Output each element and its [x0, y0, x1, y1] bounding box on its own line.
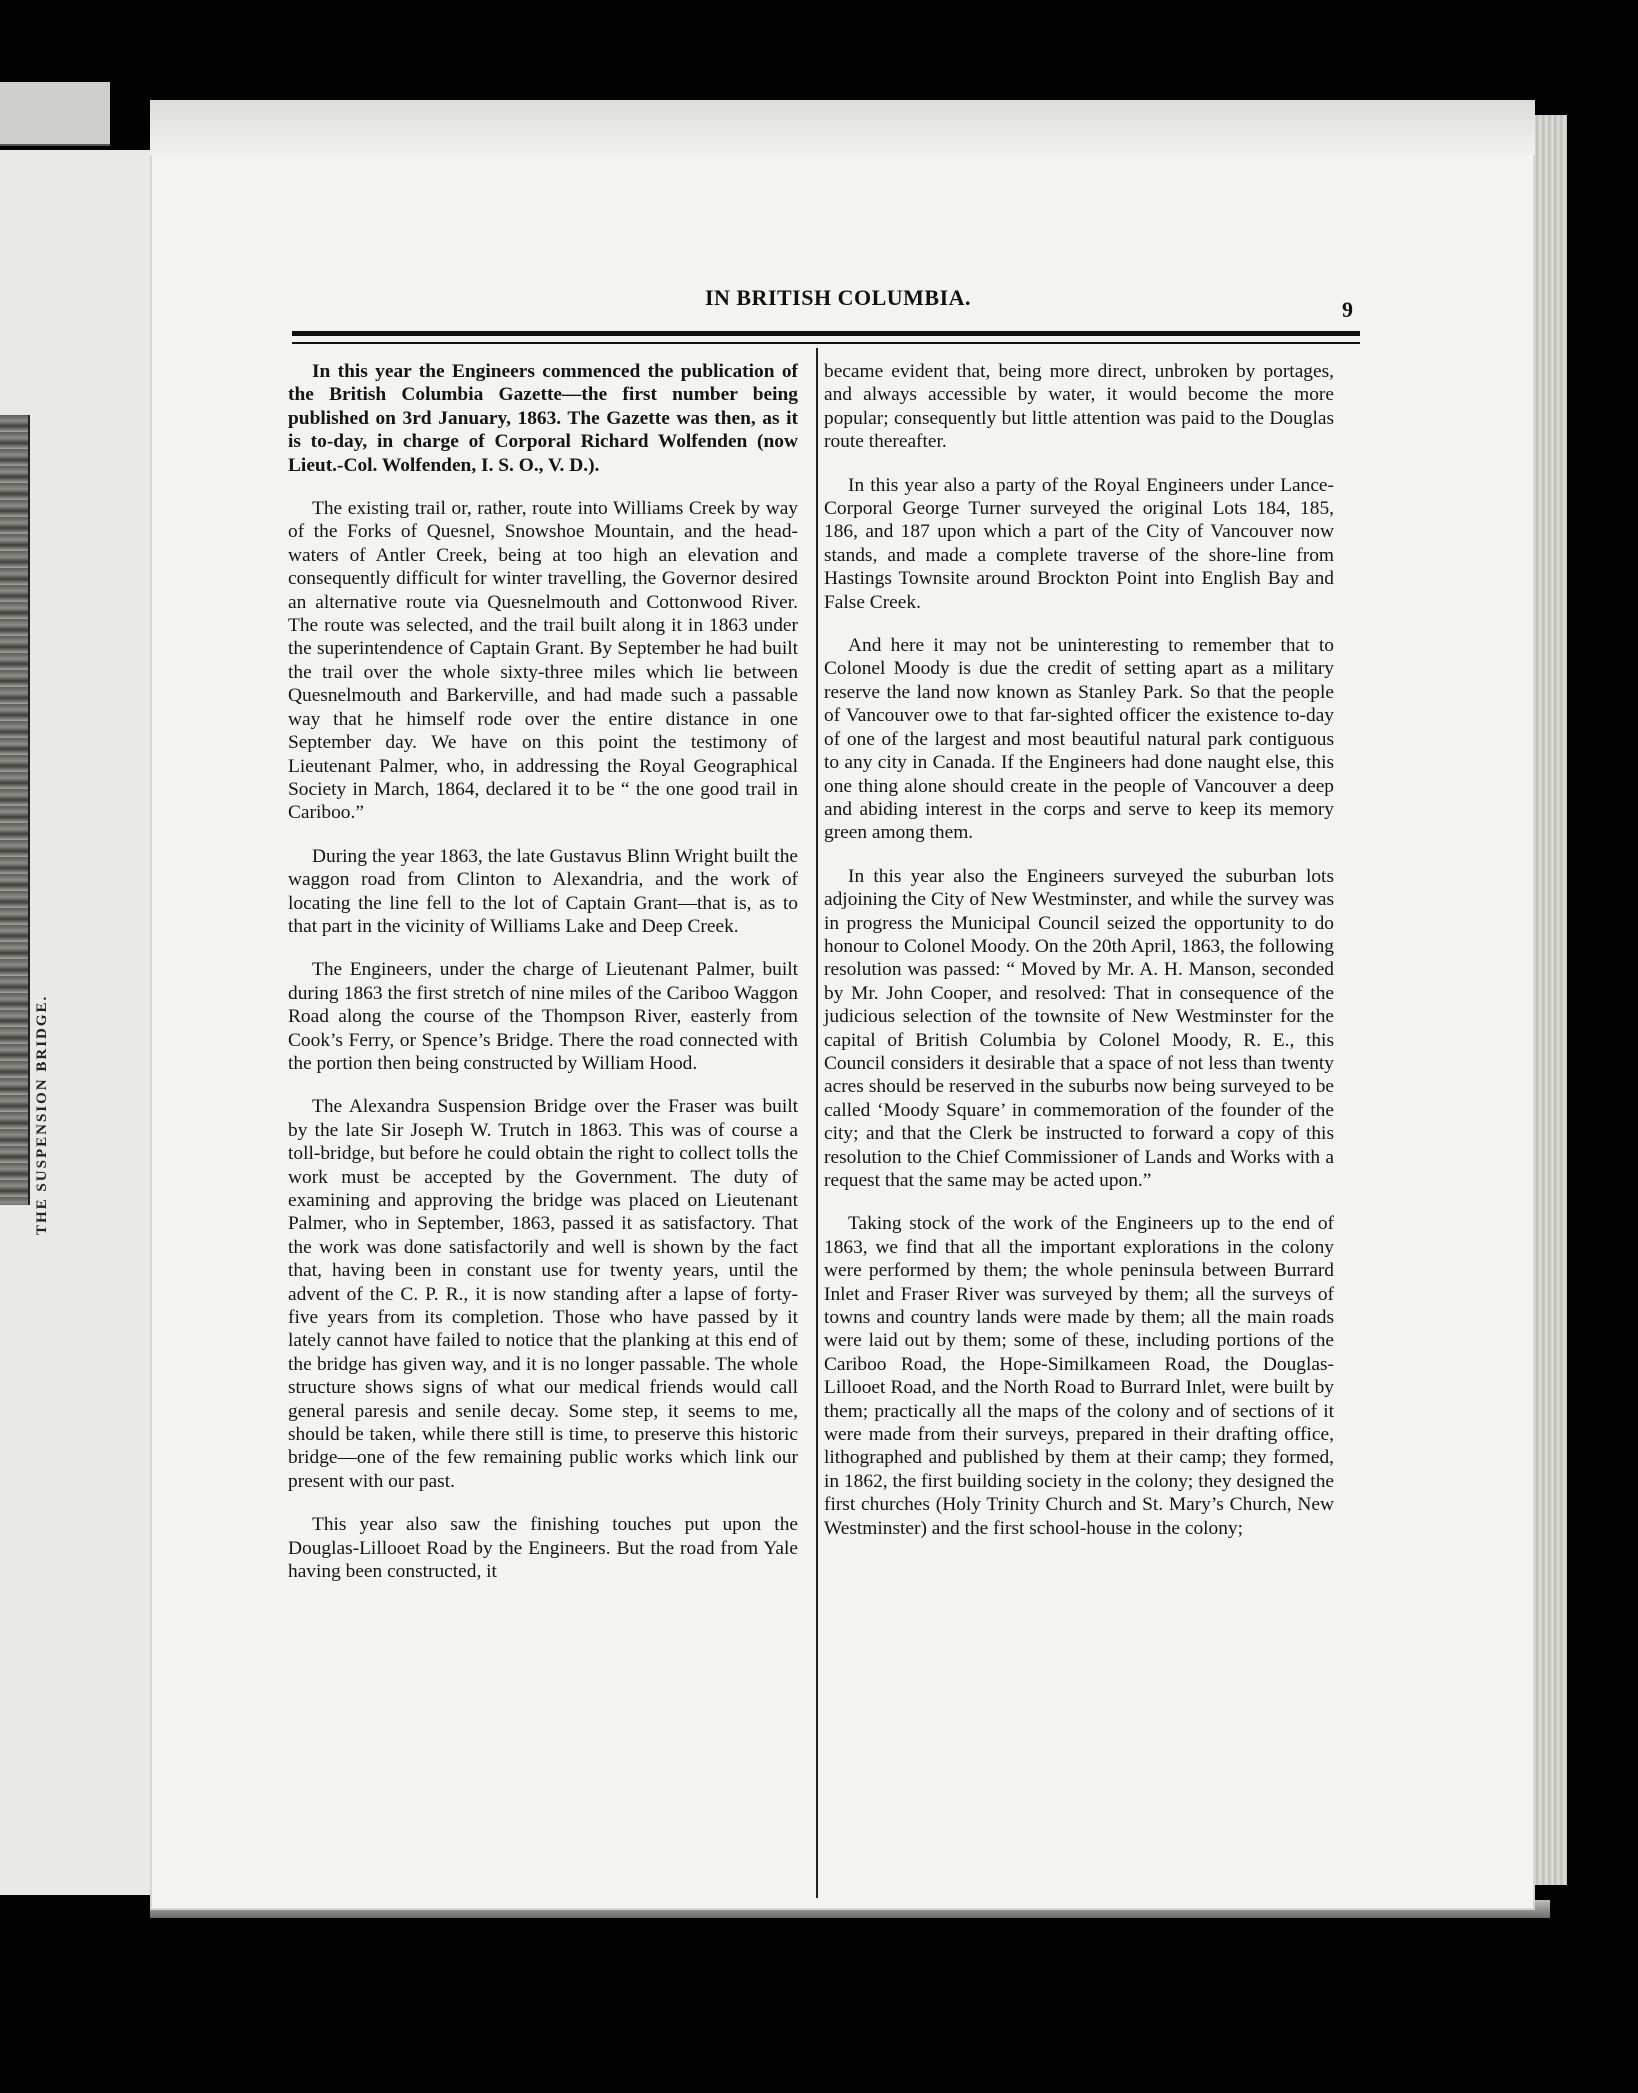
- header-rule-thin: [292, 342, 1360, 344]
- paragraph: In this year the Engineers commenced the publication of the British Columbia Gazette—the first number being published on 3rd January, 1863. The Gazette was then, as it is to-day, in charge of Corporal Richard Wolfenden (now Lieut.-Col. Wolfenden, I. S. O., V. D.).: [288, 361, 798, 476]
- left-text-column: [288, 360, 798, 1604]
- paragraph: And here it may not be uninteresting to remember that to Colonel Moody is due the credit of setting apart as a military reserve the land now known as Stanley Park. So that the people of Vancouver owe to that far-sighted officer the existence to-day of one of the largest and most beautiful natural park contiguous to any city in Canada. If the Engineers had done naught else, this one thing alone should create in the people of Vancouver a deep and abiding interest in the corps and serve to keep its memory green among them.: [824, 635, 1334, 844]
- paragraph: In this year also the Engineers surveyed the suburban lots adjoining the City of New Westminster, and while the survey was in progress the Municipal Council seized the opportunity to do honour to Colonel Moody. On the 20th April, 1863, the following resolution was passed: “ Moved by Mr. A. H. Manson, seconded by Mr. John Cooper, and resolved: That in consequence of the judicious selection of the townsite of New Westminster for the capital of British Columbia by Colonel Moody, R. E., this Council considers it desirable that a space of not less than twenty acres should be reserved in the suburbs now being surveyed to be called ‘Moody Square’ in commemoration of the founder of the city; and that the Clerk be instructed to forward a copy of this resolution to the Chief Commissioner of Lands and Works with a request that the same may be acted upon.”: [824, 865, 1334, 1191]
- plate-side-caption: THE SUSPENSION BRIDGE.: [34, 994, 50, 1235]
- page-top-shadow: [150, 100, 1535, 155]
- photographic-plate-edge: [0, 415, 30, 1205]
- paragraph: During the year 1863, the late Gustavus Blinn Wright built the waggon road from Clinton to Alexandria, and the work of locating the line fell to the lot of Captain Grant—that is, as to that part in the vicinity of Williams Lake and Deep Creek.: [288, 845, 798, 937]
- paragraph: The existing trail or, rather, route into Williams Creek by way of the Forks of Quesnel, Snowshoe Mountain, and the head-waters of Antler Creek, being at too high an elevation and consequently difficult for winter travelling, the Governor desired an alternative route via Quesnelmouth and Cottonwood River. The route was selected, and the trail built along it in 1863 under the superintendence of Captain Grant. By September he had built the trail over the whole sixty-three miles which lie between Quesnelmouth and Barkerville, and had made such a passable way that he himself rode over the entire distance in one September day. We have on this point the testimony of Lieutenant Palmer, who, in addressing the Royal Geographical Society in March, 1864, declared it to be “ the one good trail in Cariboo.”: [288, 498, 798, 824]
- paragraph: The Alexandra Suspension Bridge over the Fraser was built by the late Sir Joseph W. Trutch in 1863. This was of course a toll-bridge, but before he could obtain the right to collect tolls the work must be accepted by the Government. The duty of examining and approving the bridge was placed on Lieutenant Palmer, who in September, 1863, passed it as satisfactory. That the work was done satisfactorily and well is shown by the fact that, having been in constant use for twenty years, until the advent of the C. P. R., it is now standing after a lapse of forty-five years from its completion. Those who have passed by it lately cannot have failed to notice that the planking at this end of the bridge has given way, and it is no longer passable. The whole structure shows signs of what our medical friends would call general paresis and senile decay. Some step, it seems to me, should be taken, while there still is time, to preserve this historic bridge—one of the few remaining public works which link our present with our past.: [288, 1096, 798, 1492]
- right-text-column: [824, 360, 1334, 1560]
- paragraph: Taking stock of the work of the Engineers up to the end of 1863, we find that all the important explorations in the colony were performed by them; the whole peninsula between Burrard Inlet and Fraser River was surveyed by them; all the surveys of towns and country lands were made by them; all the main roads were laid out by them; some of these, including portions of the Cariboo Road, the Hope-Similkameen Road, the Douglas-Lillooet Road, and the North Road to Burrard Inlet, were built by them; practically all the maps of the colony and of sections of it were made from their surveys, prepared in their drafting office, lithographed and published by them at their camp; they formed, in 1862, the first building society in the colony; they designed the first churches (Holy Trinity Church and St. Mary’s Church, New Westminster) and the first school-house in the colony;: [824, 1213, 1334, 1539]
- running-header: [298, 285, 1378, 321]
- paragraph-continuation: became evident that, being more direct, unbroken by portages, and always accessible by water, it would become the more popular; consequently but little attention was paid to the Douglas route thereafter.: [824, 361, 1334, 453]
- paragraph: This year also saw the finishing touches put upon the Douglas-Lillooet Road by the Engineers. But the road from Yale having been constructed, it: [288, 1514, 798, 1583]
- page-number: 9: [1342, 297, 1353, 322]
- running-title: IN BRITISH COLUMBIA.: [704, 285, 972, 310]
- paragraph: In this year also a party of the Royal Engineers under Lance-Corporal George Turner surveyed the original Lots 184, 185, 186, and 187 upon which a part of the City of Vancouver now stands, and made a complete traverse of the shore-line from Hastings Townsite around Brockton Point into English Bay and False Creek.: [824, 474, 1334, 613]
- previous-leaf-top-edge: [0, 82, 110, 146]
- paragraph: The Engineers, under the charge of Lieutenant Palmer, built during 1863 the first stretch of nine miles of the Cariboo Waggon Road along the course of the Thompson River, easterly from Cook’s Ferry, or Spence’s Bridge. There the road connected with the portion then being constructed by William Hood.: [288, 959, 798, 1074]
- header-rule-thick: [292, 331, 1360, 336]
- column-divider: [816, 348, 818, 1898]
